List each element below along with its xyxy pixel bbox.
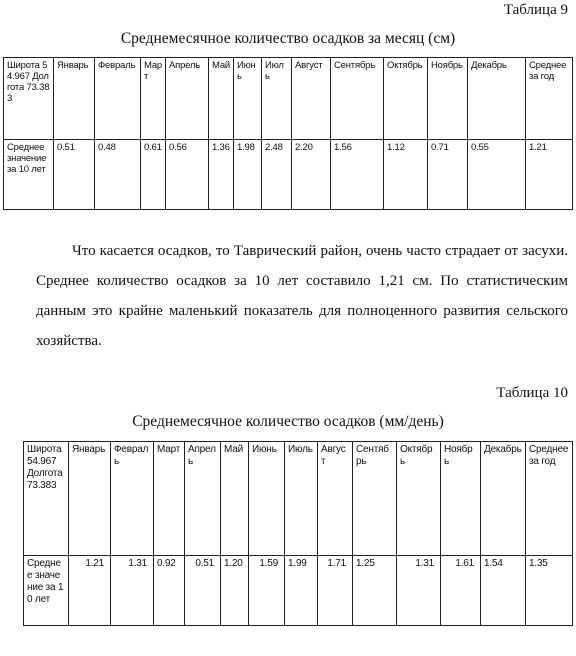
value-cell: 1.25: [353, 556, 397, 626]
value-cell: 0.61: [141, 140, 166, 210]
table-10-caption: Таблица 10: [496, 385, 568, 401]
value-cell: 1.56: [331, 140, 384, 210]
value-cell: 1.61: [441, 556, 481, 626]
table-10: [23, 441, 573, 626]
header-cell: Декабрь: [468, 58, 526, 140]
value-cell: 1.21: [69, 556, 111, 626]
header-cell: Сентябрь: [353, 442, 397, 556]
value-cell: 1.12: [384, 140, 428, 210]
value-cell: 2.20: [292, 140, 331, 210]
value-cell: 1.35: [526, 556, 573, 626]
body-paragraph: [36, 236, 568, 356]
header-cell: Среднее за год: [526, 58, 573, 140]
header-cell: Ноябрь: [428, 58, 468, 140]
header-cell: Июль: [262, 58, 292, 140]
header-cell: Февраль: [95, 58, 141, 140]
table-row: [24, 556, 573, 626]
header-cell: Широта 54.967 Долгота 73.383: [4, 58, 54, 140]
value-cell: 0.55: [468, 140, 526, 210]
header-cell: Широта 54.967 Долгота 73.383: [24, 442, 69, 556]
value-cell: 0.92: [154, 556, 185, 626]
value-cell: 1.71: [318, 556, 353, 626]
header-cell: Май: [221, 442, 249, 556]
value-cell: 1.31: [397, 556, 441, 626]
value-cell: 1.31: [111, 556, 154, 626]
header-cell: Июль: [285, 442, 318, 556]
table-10-title: Среднемесячное количество осадков (мм/день): [132, 413, 444, 430]
table-header-row: [4, 58, 573, 140]
value-cell: 1.54: [481, 556, 526, 626]
value-cell: 0.51: [185, 556, 221, 626]
header-cell: Декабрь: [481, 442, 526, 556]
header-cell: Март: [141, 58, 166, 140]
header-cell: Август: [318, 442, 353, 556]
value-cell: 0.56: [166, 140, 209, 210]
row-label-cell: Среднее значение за 10 лет: [24, 556, 69, 626]
header-cell: Октябрь: [384, 58, 428, 140]
header-cell: Октябрь: [397, 442, 441, 556]
value-cell: 1.98: [234, 140, 262, 210]
value-cell: 2.48: [262, 140, 292, 210]
header-cell: Среднее за год: [526, 442, 573, 556]
header-cell: Август: [292, 58, 331, 140]
value-cell: 1.36: [209, 140, 234, 210]
value-cell: 1.21: [526, 140, 573, 210]
header-cell: Апрель: [185, 442, 221, 556]
value-cell: 1.99: [285, 556, 318, 626]
header-cell: Июнь: [234, 58, 262, 140]
header-cell: Январь: [69, 442, 111, 556]
header-cell: Май: [209, 58, 234, 140]
header-cell: Февраль: [111, 442, 154, 556]
value-cell: 0.51: [54, 140, 95, 210]
value-cell: 1.59: [249, 556, 285, 626]
value-cell: 0.48: [95, 140, 141, 210]
value-cell: 1.20: [221, 556, 249, 626]
header-cell: Апрель: [166, 58, 209, 140]
paragraph-text: Что касается осадков, то Таврический район, очень часто страдает от засухи. Среднее количество осадков за 10 лет составило 1,21 см. По статистическим данным это крайне маленький показатель для полноценного развития сельского хозяйства.: [36, 243, 568, 349]
table-9-title: Среднемесячное количество осадков за месяц (см): [120, 30, 456, 47]
table-9: [3, 57, 573, 210]
header-cell: Сентябрь: [331, 58, 384, 140]
row-label-cell: Среднее значение за 10 лет: [4, 140, 54, 210]
value-cell: 0.71: [428, 140, 468, 210]
table-header-row: [24, 442, 573, 556]
header-cell: Март: [154, 442, 185, 556]
header-cell: Ноябрь: [441, 442, 481, 556]
header-cell: Июнь: [249, 442, 285, 556]
table-row: [4, 140, 573, 210]
header-cell: Январь: [54, 58, 95, 140]
table-9-caption: Таблица 9: [503, 2, 568, 18]
